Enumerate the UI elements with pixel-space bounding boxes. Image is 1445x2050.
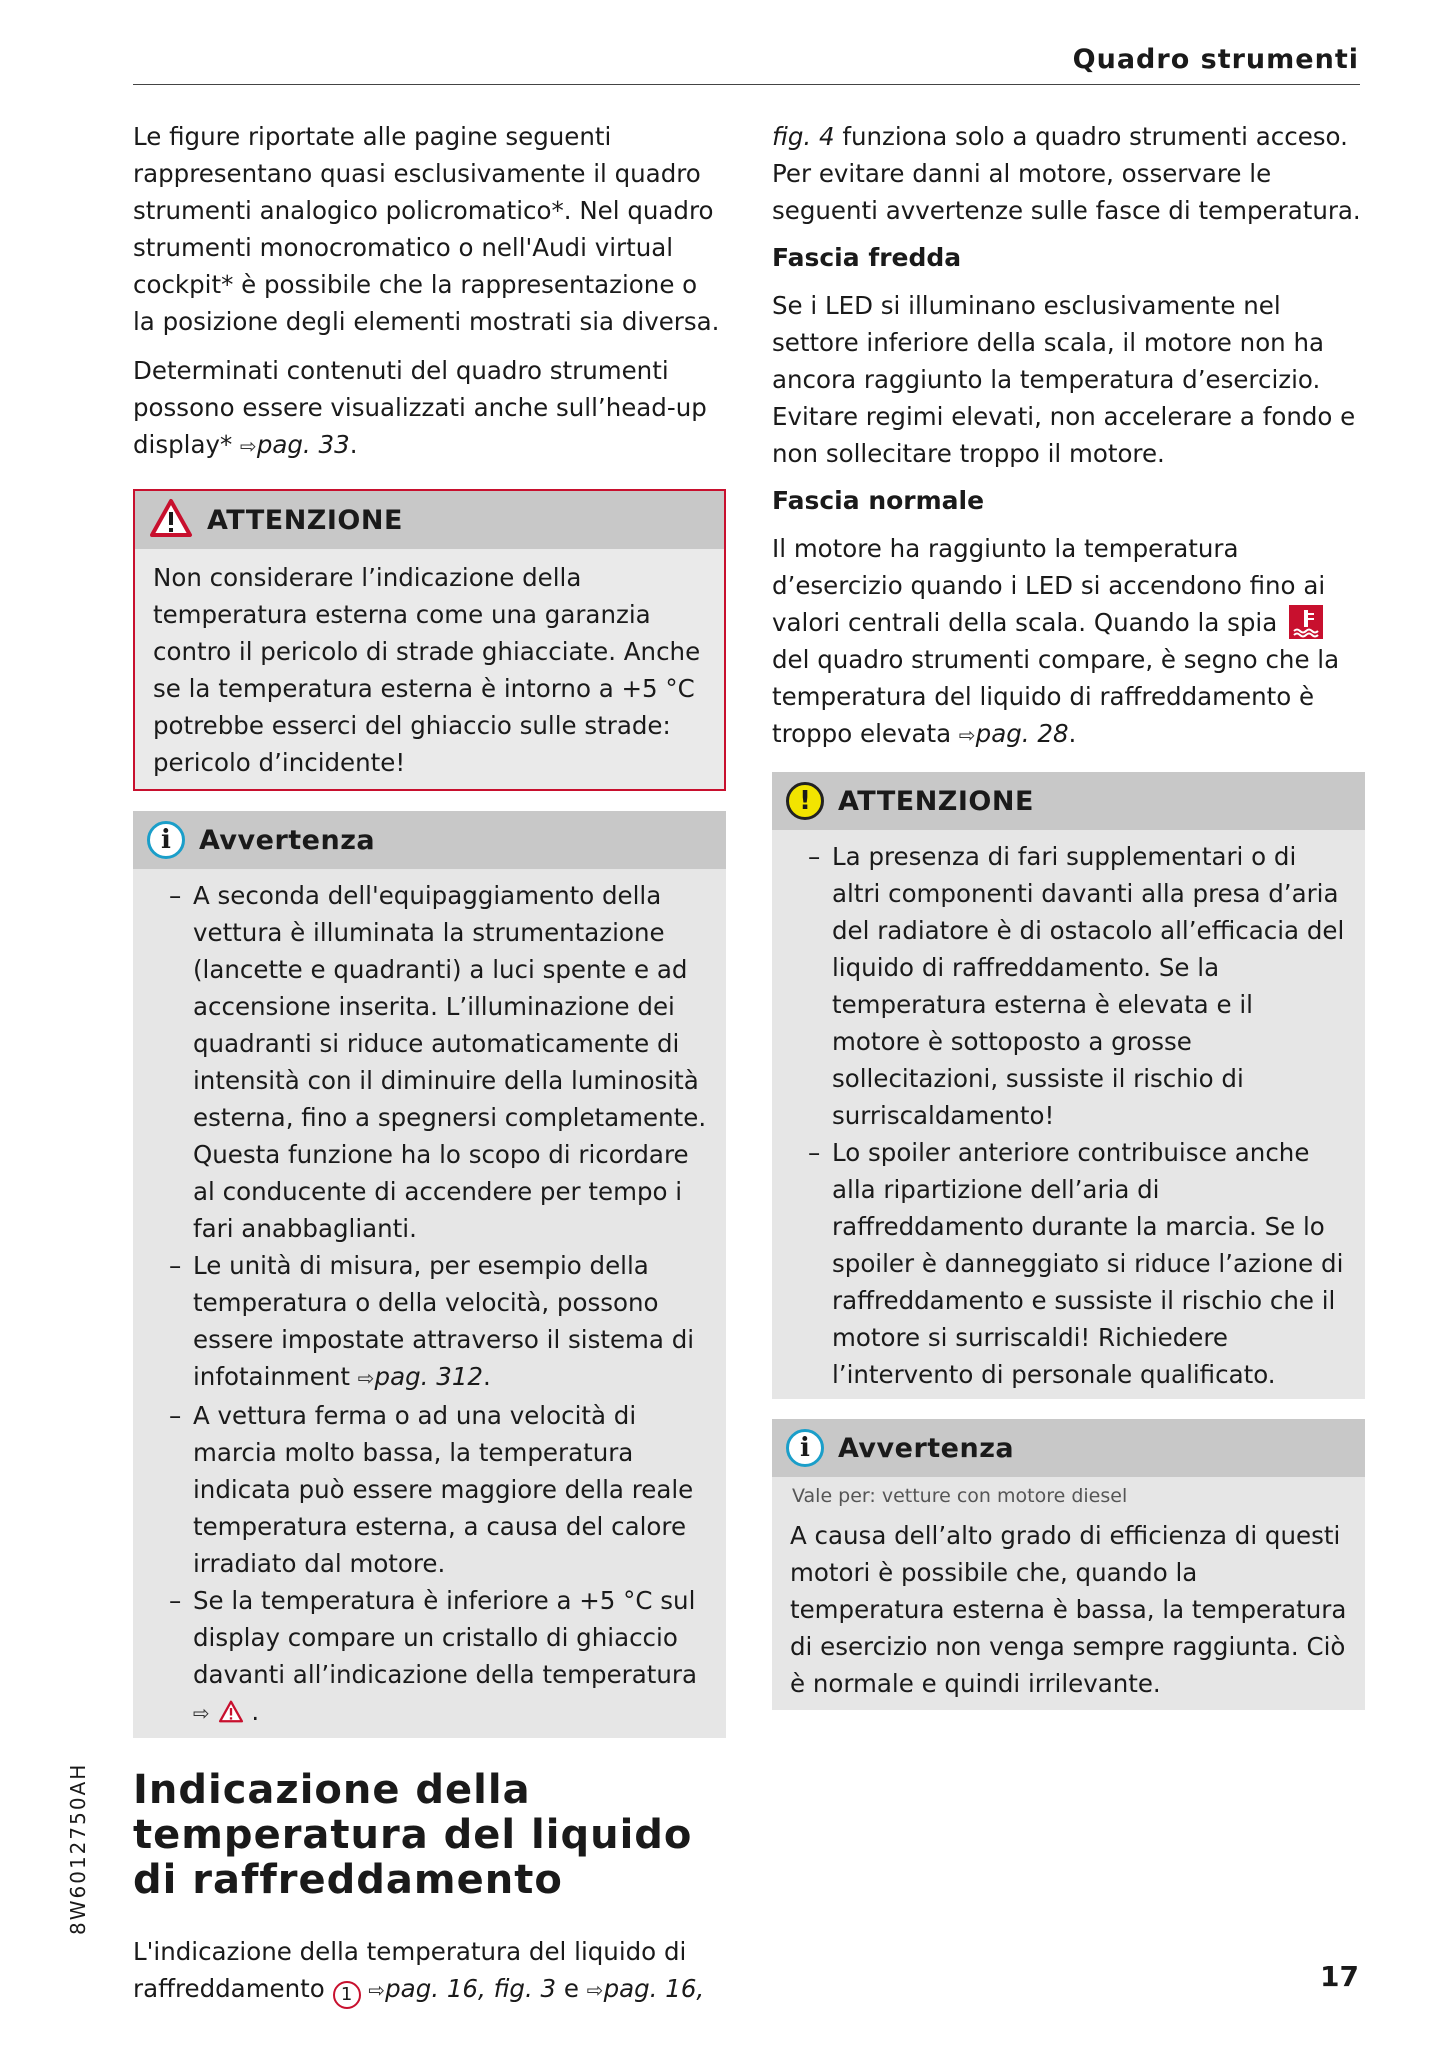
list-item-text: Le unità di misura, per esempio della temperatura o della velocità, possono essere impostate attraverso il sistema di infotainment	[193, 1251, 695, 1391]
diesel-note-title: Avvertenza	[838, 1432, 1015, 1464]
cold-band-text: Se i LED si illuminano esclusivamente nel settore inferiore della scala, il motore non ha ancora raggiunto la temperatura d’esercizio. Evitare regimi elevati, non accelerare a fondo e non sollecitare troppo il motore.	[772, 291, 1356, 468]
arrow-reference-icon: ⇨	[368, 1978, 386, 2002]
list-item-text: Se la temperatura è inferiore a +5 °C sul display compare un cristallo di ghiaccio davanti all’indicazione della temperatura	[193, 1586, 697, 1689]
right-column	[772, 118, 1365, 1710]
document-code: 8W6012750AH	[66, 1762, 90, 1935]
left-column	[133, 118, 726, 2021]
intro-paragraph: Le figure riportate alle pagine seguenti rappresentano quasi esclusivamente il quadro strumenti analogico policromatico*. Nel quadro strumenti monocromatico o nell'Audi virtual cockpit* è possibile che la rappresentazione o la posizione degli elementi mostrati sia diversa.	[133, 122, 720, 336]
arrow-reference-icon: ⇨	[357, 1366, 375, 1390]
warning-body	[135, 549, 724, 789]
warning-title: ATTENZIONE	[207, 504, 403, 536]
list-item: – La presenza di fari supplementari o di altri componenti davanti alla presa d’aria del radiatore è di ostacolo all’efficacia del liquido di raffreddamento. Se la temperatura esterna è elevata e il motore è sottoposto a grosse sollecitazioni, sussiste il rischio di surriscaldamento!	[790, 838, 1347, 1134]
arrow-reference-icon: ⇨	[240, 434, 257, 458]
warning-text: Non considerare l’indicazione della temperatura esterna come una garanzia contro il pericolo di strade ghiacciate. Anche se la temperatura esterna è intorno a +5 °C potrebbe esserci del ghiaccio sulle strade: pericolo d’incidente!	[153, 563, 701, 777]
page-reference-link[interactable]: pag. 33	[256, 430, 350, 459]
attention-box-header	[772, 772, 1365, 830]
attention-box	[772, 772, 1365, 1399]
list-item: – A vettura ferma o ad una velocità di marcia molto bassa, la temperatura indicata può essere maggiore della reale temperatura esterna, a causa del calore irradiato dal motore.	[151, 1397, 708, 1582]
normal-band-text: Il motore ha raggiunto la temperatura d’esercizio quando i LED si accendono fino ai valori centrali della scala. Quando la spia del quadro strumenti compare, è segno che la temperatura del liquido di raffreddamento è troppo elevata ⇨pag. 28.	[772, 534, 1340, 748]
continuation-paragraph	[772, 118, 1365, 229]
cold-band-heading: Fascia fredda	[772, 243, 962, 272]
list-item: – Lo spoiler anteriore contribuisce anche alla ripartizione dell’aria di raffreddamento durante la marcia. Se lo spoiler è danneggiato si riduce l’azione di raffreddamento e sussiste il rischio che il motore si surriscaldi! Richiedere l’intervento di personale qualificato.	[790, 1134, 1347, 1393]
page-number: 17	[1320, 1960, 1359, 1993]
arrow-reference-icon: ⇨	[586, 1978, 604, 2002]
attention-list	[772, 830, 1365, 1399]
callout-number-icon: 1	[333, 1981, 361, 2009]
diesel-note-box	[772, 1419, 1365, 1710]
warning-box-header	[135, 491, 724, 549]
continuation-text: funziona solo a quadro strumenti acceso. Per evitare danni al motore, osservare le seguenti avvertenze sulle fasce di temperatura.	[772, 122, 1361, 225]
attention-title: ATTENZIONE	[838, 785, 1034, 817]
normal-band-text-b: del quadro strumenti compare, è segno che la temperatura del liquido di raffreddamento è troppo elevata	[772, 645, 1340, 748]
diesel-note-body	[772, 1507, 1365, 1710]
page-reference-link[interactable]: pag. 312	[374, 1362, 484, 1391]
diesel-note-header	[772, 1419, 1365, 1477]
normal-band-text-a: Il motore ha raggiunto la temperatura d’esercizio quando i LED si accendono fino ai valori centrali della scala. Quando la spia	[772, 534, 1326, 637]
applicability-label: Vale per: vetture con motore diesel	[792, 1485, 1128, 1507]
figure-reference-link[interactable]: fig. 4	[772, 122, 835, 151]
diesel-note-text: A causa dell’alto grado di efficienza di questi motori è possibile che, quando la temperatura esterna è bassa, la temperatura di esercizio non venga sempre raggiunta. Ciò è normale e quindi irrilevante.	[790, 1521, 1347, 1698]
section-heading: Indicazione della temperatura del liquido di raffreddamento	[133, 1767, 693, 1903]
list-item: – Se la temperatura è inferiore a +5 °C sul display compare un cristallo di ghiaccio davanti all’indicazione della temperatura ⇨ .	[151, 1582, 708, 1732]
normal-band-heading: Fascia normale	[772, 486, 985, 515]
note-list	[133, 869, 726, 1738]
conjunction: e	[563, 1974, 579, 2003]
note-box	[133, 811, 726, 1738]
exclamation-icon: !	[786, 782, 824, 820]
list-item: – Le unità di misura, per esempio della temperatura o della velocità, possono essere impostate attraverso il sistema di infotainment ⇨pag. 312.	[151, 1247, 708, 1397]
warning-box	[133, 489, 726, 791]
header-divider	[133, 84, 1360, 85]
info-icon: i	[147, 821, 185, 859]
section-intro-text: L'indicazione della temperatura del liquido di raffreddamento	[133, 1937, 687, 2003]
list-item: – A seconda dell'equipaggiamento della vettura è illuminata la strumentazione (lancette e quadranti) a luci spente e ad accensione inserita. L’illuminazione dei quadranti si riduce automaticamente di intensità con il diminuire della luminosità esterna, fino a spegnersi completamente. Questa funzione ha lo scopo di ricordare al conducente di accendere per tempo i fari anabbaglianti.	[151, 877, 708, 1247]
hud-paragraph-text: Determinati contenuti del quadro strumenti possono essere visualizzati anche sull’head-up display*	[133, 356, 707, 459]
running-header: Quadro strumenti	[1072, 44, 1359, 75]
warning-triangle-icon	[149, 498, 193, 542]
page-reference-link[interactable]: pag. 28	[975, 719, 1069, 748]
hud-paragraph: Determinati contenuti del quadro strumenti possono essere visualizzati anche sull’head-up display* ⇨pag. 33.	[133, 356, 707, 459]
page-reference-link[interactable]: pag. 16,	[603, 1974, 705, 2003]
arrow-reference-icon: ⇨	[958, 723, 976, 747]
page-reference-link[interactable]: pag. 16, fig. 3	[385, 1974, 557, 2003]
info-icon: i	[786, 1429, 824, 1467]
coolant-temperature-icon	[1289, 605, 1323, 639]
arrow-reference-icon: ⇨	[193, 1701, 210, 1725]
warning-triangle-icon[interactable]	[218, 1697, 252, 1726]
note-title: Avvertenza	[199, 824, 376, 856]
note-box-header	[133, 811, 726, 869]
section-intro	[133, 1933, 726, 2009]
